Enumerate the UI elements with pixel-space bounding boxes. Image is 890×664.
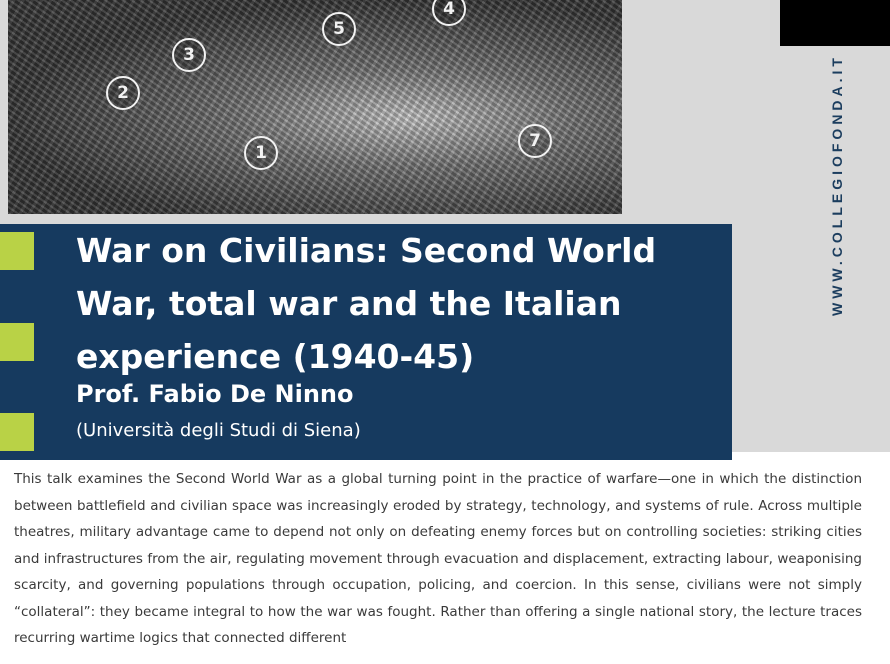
photo-marker: 5 — [322, 12, 356, 46]
photo-marker: 7 — [518, 124, 552, 158]
accent-bar — [0, 413, 34, 451]
accent-bar — [0, 232, 34, 270]
speaker-name: Prof. Fabio De Ninno — [76, 380, 354, 408]
speaker-affiliation: (Università degli Studi di Siena) — [76, 420, 361, 441]
aerial-photo — [8, 0, 622, 214]
corner-block — [780, 0, 890, 46]
photo-marker: 1 — [244, 136, 278, 170]
talk-title: War on Civilians: Second World War, total war and the Italian experience (1940-45) — [76, 231, 657, 376]
photo-marker: 3 — [172, 38, 206, 72]
photo-marker: 4 — [432, 0, 466, 26]
website-url[interactable]: WWW.COLLEGIOFONDA.IT — [829, 54, 845, 316]
abstract-text: This talk examines the Second World War as a global turning point in the practice of warfare—one in which the distinction between battlefield and civilian space was increasingly eroded by strategy, technology, and systems of rule. Across multiple theatres, military advantage came to depend not only on defeating enemy forces but on controlling societies: striking cities and infrastructures from the air, regulating movement through evacuation and displacement, extracting labour, weaponising scarcity, and governing populations through occupation, policing, and coercion. In this sense, civilians were not simply “collateral”: they became integral to how the war was fought. Rather than offering a single national story, the lecture traces recurring wartime logics that connected different — [14, 471, 862, 646]
photo-marker: 2 — [106, 76, 140, 110]
accent-bar — [0, 323, 34, 361]
